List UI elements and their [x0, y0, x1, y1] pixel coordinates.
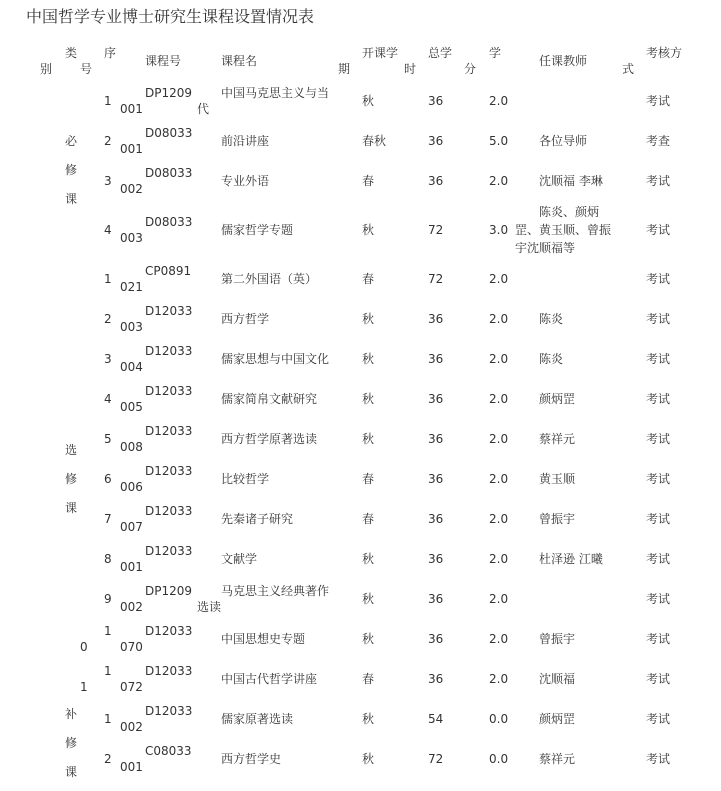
header-term-cont: 期 [338, 62, 351, 76]
row-exam: 考试 [646, 392, 671, 406]
row-term: 春秋 [362, 134, 387, 148]
category-char: 修 [65, 472, 78, 486]
row-course-name: 儒家简帛文献研究 [221, 392, 318, 406]
row-term: 秋 [362, 592, 375, 606]
category-char: 课 [65, 765, 78, 779]
row-exam: 考试 [646, 174, 671, 188]
row-course-name: 文献学 [221, 552, 258, 566]
row-seq: 9 [104, 592, 112, 606]
header-hours: 总学 [428, 46, 453, 60]
row-course-name: 西方哲学史 [221, 752, 282, 766]
row-hours: 36 [428, 432, 444, 446]
row-code-cont: 001 [120, 560, 143, 574]
header-seq-cont: 号 [80, 62, 93, 76]
row-exam: 考试 [646, 752, 671, 766]
row-teacher: 陈炎、颜炳 [539, 205, 600, 219]
row-course-name: 中国马克思主义与当 [221, 86, 330, 100]
row-course-name: 中国思想史专题 [221, 632, 306, 646]
row-teacher: 颜炳罡 [539, 712, 576, 726]
row-exam: 考试 [646, 552, 671, 566]
row-code: D12033 [145, 544, 193, 558]
row-hours: 36 [428, 312, 444, 326]
header-term: 开课学 [362, 46, 399, 60]
row-course-name-cont: 选读 [197, 600, 222, 614]
row-hours: 36 [428, 632, 444, 646]
row-teacher: 曾振宇 [539, 512, 576, 526]
row-exam: 考试 [646, 272, 671, 286]
page-title: 中国哲学专业博士研究生课程设置情况表 [26, 7, 315, 26]
row-course-name: 第二外国语（英） [221, 272, 318, 286]
row-hours: 36 [428, 352, 444, 366]
header-course-name: 课程名 [221, 54, 258, 68]
row-code: D12033 [145, 664, 193, 678]
row-hours: 72 [428, 223, 444, 237]
header-exam-cont: 式 [622, 62, 635, 76]
row-teacher: 陈炎 [539, 352, 564, 366]
row-teacher: 蔡祥元 [539, 432, 576, 446]
row-seq-cont: 0 [80, 640, 88, 654]
category-char: 修 [65, 163, 78, 177]
header-category: 类 [65, 46, 78, 60]
row-exam: 考试 [646, 472, 671, 486]
row-code: D12033 [145, 704, 193, 718]
row-code: C08033 [145, 744, 192, 758]
row-seq: 4 [104, 392, 112, 406]
row-exam: 考试 [646, 632, 671, 646]
row-exam: 考试 [646, 512, 671, 526]
row-code: D12033 [145, 344, 193, 358]
row-teacher: 沈顺福 李琳 [539, 174, 603, 188]
row-hours: 36 [428, 94, 444, 108]
row-seq: 2 [104, 752, 112, 766]
category-char: 课 [65, 192, 78, 206]
row-term: 秋 [362, 552, 375, 566]
category-char: 修 [65, 736, 78, 750]
row-term: 春 [362, 472, 375, 486]
row-teacher: 陈炎 [539, 312, 564, 326]
row-credit: 3.0 [489, 223, 509, 237]
row-code: D12033 [145, 464, 193, 478]
row-exam: 考试 [646, 592, 671, 606]
row-seq: 1 [104, 272, 112, 286]
row-code-cont: 001 [120, 760, 143, 774]
row-hours: 36 [428, 472, 444, 486]
row-credit: 2.0 [489, 94, 509, 108]
row-credit: 2.0 [489, 632, 509, 646]
row-code-cont: 001 [120, 142, 143, 156]
row-term: 秋 [362, 312, 375, 326]
row-course-name: 前沿讲座 [221, 134, 270, 148]
row-code-cont: 003 [120, 231, 143, 245]
row-course-name: 先秦诸子研究 [221, 512, 294, 526]
category-char: 课 [65, 501, 78, 515]
row-exam: 考查 [646, 134, 671, 148]
row-term: 秋 [362, 752, 375, 766]
row-code-cont: 002 [120, 720, 143, 734]
row-hours: 36 [428, 512, 444, 526]
row-hours: 72 [428, 752, 444, 766]
row-term: 秋 [362, 632, 375, 646]
row-hours: 36 [428, 174, 444, 188]
row-exam: 考试 [646, 712, 671, 726]
row-code: D12033 [145, 624, 193, 638]
header-seq: 序 [104, 46, 117, 60]
row-exam: 考试 [646, 432, 671, 446]
category-char: 补 [65, 707, 78, 721]
row-teacher: 曾振宇 [539, 632, 576, 646]
row-code-cont: 006 [120, 480, 143, 494]
row-credit: 5.0 [489, 134, 509, 148]
row-seq: 1 [104, 624, 112, 638]
row-term: 秋 [362, 432, 375, 446]
row-teacher: 颜炳罡 [539, 392, 576, 406]
header-category-cont: 别 [40, 62, 53, 76]
row-course-name-cont: 代 [197, 102, 210, 116]
row-term: 春 [362, 672, 375, 686]
row-term: 秋 [362, 712, 375, 726]
row-course-name: 马克思主义经典著作 [221, 584, 330, 598]
row-code: D12033 [145, 504, 193, 518]
row-code-cont: 005 [120, 400, 143, 414]
row-term: 秋 [362, 94, 375, 108]
row-seq: 4 [104, 223, 112, 237]
row-hours: 72 [428, 272, 444, 286]
row-course-name: 西方哲学 [221, 312, 270, 326]
row-credit: 2.0 [489, 312, 509, 326]
row-seq-cont: 1 [80, 680, 88, 694]
row-code-cont: 004 [120, 360, 143, 374]
row-seq: 1 [104, 94, 112, 108]
row-code: D12033 [145, 384, 193, 398]
row-hours: 36 [428, 672, 444, 686]
row-code-cont: 003 [120, 320, 143, 334]
row-term: 秋 [362, 352, 375, 366]
row-code-cont: 002 [120, 600, 143, 614]
row-term: 秋 [362, 392, 375, 406]
row-exam: 考试 [646, 312, 671, 326]
row-code: D08033 [145, 126, 193, 140]
category-char: 选 [65, 443, 78, 457]
row-seq: 2 [104, 134, 112, 148]
header-credit-cont: 分 [464, 62, 477, 76]
row-seq: 1 [104, 712, 112, 726]
header-exam: 考核方 [646, 46, 683, 60]
row-credit: 2.0 [489, 432, 509, 446]
row-hours: 36 [428, 552, 444, 566]
row-teacher-cont: 宇沈顺福等 [515, 241, 576, 255]
row-hours: 36 [428, 134, 444, 148]
row-credit: 2.0 [489, 672, 509, 686]
row-term: 秋 [362, 223, 375, 237]
row-credit: 0.0 [489, 712, 509, 726]
row-seq: 3 [104, 352, 112, 366]
row-teacher: 黄玉顺 [539, 472, 576, 486]
row-code-cont: 008 [120, 440, 143, 454]
row-teacher: 各位导师 [539, 134, 588, 148]
header-teacher: 任课教师 [539, 54, 588, 68]
row-course-name: 比较哲学 [221, 472, 270, 486]
header-course-code: 课程号 [145, 54, 182, 68]
row-term: 春 [362, 512, 375, 526]
row-code: DP1209 [145, 584, 193, 598]
row-code: CP0891 [145, 264, 192, 278]
row-credit: 2.0 [489, 472, 509, 486]
row-code-cont: 021 [120, 280, 143, 294]
row-code: D08033 [145, 215, 193, 229]
row-hours: 36 [428, 592, 444, 606]
row-code-cont: 001 [120, 102, 143, 116]
header-credit: 学 [489, 46, 502, 60]
row-seq: 1 [104, 664, 112, 678]
row-exam: 考试 [646, 352, 671, 366]
row-exam: 考试 [646, 94, 671, 108]
row-term: 春 [362, 272, 375, 286]
row-code-cont: 070 [120, 640, 143, 654]
category-char: 必 [65, 134, 78, 148]
row-teacher: 蔡祥元 [539, 752, 576, 766]
row-code: D12033 [145, 424, 193, 438]
row-credit: 0.0 [489, 752, 509, 766]
row-credit: 2.0 [489, 352, 509, 366]
row-exam: 考试 [646, 223, 671, 237]
row-seq: 8 [104, 552, 112, 566]
row-credit: 2.0 [489, 272, 509, 286]
row-credit: 2.0 [489, 174, 509, 188]
row-term: 春 [362, 174, 375, 188]
row-teacher-cont: 罡、黄玉顺、曾振 [515, 223, 612, 237]
row-code: D08033 [145, 166, 193, 180]
row-course-name: 专业外语 [221, 174, 270, 188]
row-code: D12033 [145, 304, 193, 318]
row-seq: 6 [104, 472, 112, 486]
row-hours: 36 [428, 392, 444, 406]
row-hours: 54 [428, 712, 444, 726]
row-exam: 考试 [646, 672, 671, 686]
row-teacher: 杜泽逊 江曦 [539, 552, 603, 566]
row-code-cont: 072 [120, 680, 143, 694]
row-credit: 2.0 [489, 552, 509, 566]
row-credit: 2.0 [489, 512, 509, 526]
row-seq: 5 [104, 432, 112, 446]
row-course-name: 中国古代哲学讲座 [221, 672, 318, 686]
row-seq: 3 [104, 174, 112, 188]
row-teacher: 沈顺福 [539, 672, 576, 686]
row-course-name: 儒家思想与中国文化 [221, 352, 330, 366]
row-code-cont: 007 [120, 520, 143, 534]
row-course-name: 儒家原著选读 [221, 712, 294, 726]
row-course-name: 西方哲学原著选读 [221, 432, 318, 446]
header-hours-cont: 时 [404, 62, 417, 76]
row-code-cont: 002 [120, 182, 143, 196]
row-course-name: 儒家哲学专题 [221, 223, 294, 237]
row-credit: 2.0 [489, 592, 509, 606]
row-credit: 2.0 [489, 392, 509, 406]
row-code: DP1209 [145, 86, 193, 100]
row-seq: 2 [104, 312, 112, 326]
row-seq: 7 [104, 512, 112, 526]
